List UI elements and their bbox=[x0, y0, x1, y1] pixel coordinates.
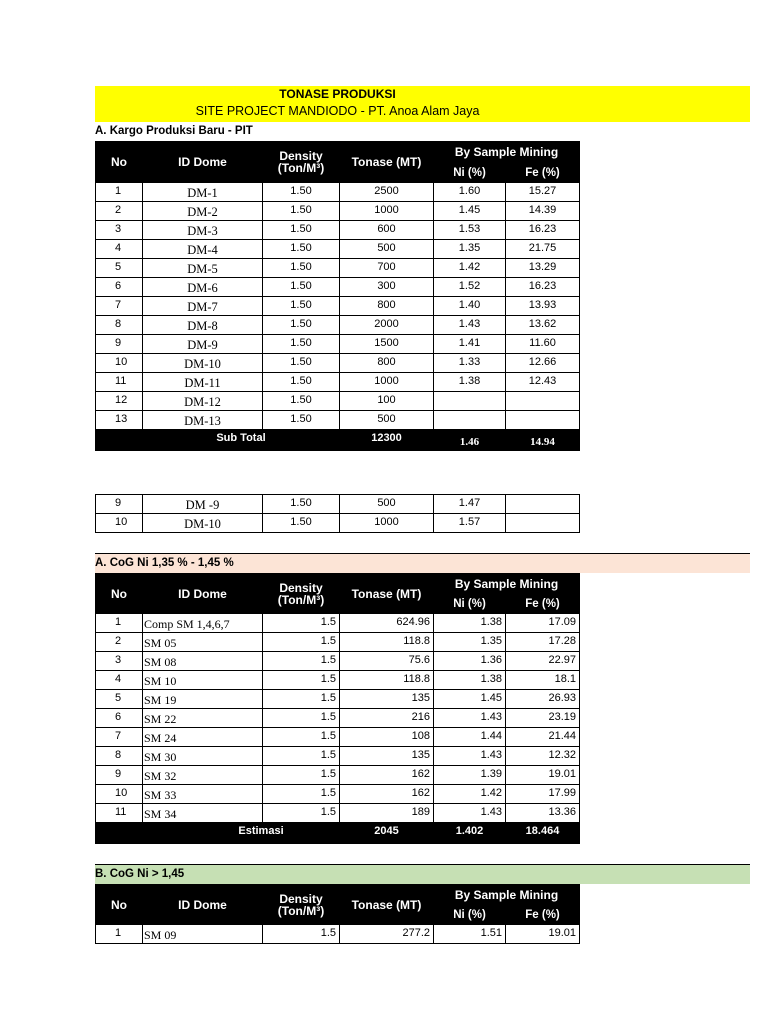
row-tonase: 1000 bbox=[340, 202, 434, 221]
row-id-dome: DM-4 bbox=[143, 240, 263, 259]
row-no: 8 bbox=[96, 747, 143, 766]
header-ni: Ni (%) bbox=[434, 905, 506, 925]
extra-table bbox=[95, 494, 580, 533]
row-tonase: 500 bbox=[340, 240, 434, 259]
estimasi-fe: 18.464 bbox=[506, 823, 580, 844]
header-fe: Fe (%) bbox=[506, 905, 580, 925]
estimasi-row bbox=[96, 823, 580, 844]
row-id-dome: DM-12 bbox=[143, 392, 263, 411]
table-row bbox=[96, 221, 580, 240]
row-no: 2 bbox=[96, 633, 143, 652]
row-fe: 16.23 bbox=[506, 278, 580, 297]
row-density: 1.50 bbox=[263, 183, 340, 202]
row-tonase: 118.8 bbox=[340, 671, 434, 690]
row-id-dome: DM-10 bbox=[143, 514, 263, 533]
row-density: 1.5 bbox=[263, 614, 340, 633]
row-density: 1.5 bbox=[263, 709, 340, 728]
row-id-dome: Comp SM 1,4,6,7 bbox=[143, 614, 263, 633]
row-density: 1.50 bbox=[263, 335, 340, 354]
subtotal-row bbox=[96, 430, 580, 451]
row-ni: 1.51 bbox=[434, 925, 506, 944]
row-id-dome: DM-6 bbox=[143, 278, 263, 297]
row-density: 1.5 bbox=[263, 690, 340, 709]
header-density: Density (Ton/M³) bbox=[263, 885, 340, 925]
subtotal-label: Sub Total bbox=[143, 430, 340, 451]
row-ni: 1.39 bbox=[434, 766, 506, 785]
row-density: 1.5 bbox=[263, 747, 340, 766]
row-tonase: 800 bbox=[340, 354, 434, 373]
row-fe: 12.66 bbox=[506, 354, 580, 373]
row-no: 10 bbox=[96, 785, 143, 804]
row-tonase: 2500 bbox=[340, 183, 434, 202]
row-no: 1 bbox=[96, 925, 143, 944]
row-fe: 13.62 bbox=[506, 316, 580, 335]
row-no: 10 bbox=[96, 354, 143, 373]
row-id-dome: DM-11 bbox=[143, 373, 263, 392]
row-no: 11 bbox=[96, 804, 143, 823]
row-ni: 1.60 bbox=[434, 183, 506, 202]
header-by-sample: By Sample Mining bbox=[434, 142, 580, 163]
row-ni: 1.43 bbox=[434, 709, 506, 728]
row-ni: 1.44 bbox=[434, 728, 506, 747]
row-ni: 1.38 bbox=[434, 373, 506, 392]
row-fe: 18.1 bbox=[506, 671, 580, 690]
row-density: 1.5 bbox=[263, 728, 340, 747]
row-id-dome: DM-2 bbox=[143, 202, 263, 221]
row-id-dome: SM 05 bbox=[143, 633, 263, 652]
row-ni: 1.43 bbox=[434, 804, 506, 823]
row-no: 7 bbox=[96, 297, 143, 316]
row-id-dome: DM-5 bbox=[143, 259, 263, 278]
table-row bbox=[96, 633, 580, 652]
row-id-dome: SM 32 bbox=[143, 766, 263, 785]
table-row bbox=[96, 766, 580, 785]
header-ni: Ni (%) bbox=[434, 163, 506, 183]
row-density: 1.50 bbox=[263, 354, 340, 373]
table-row bbox=[96, 354, 580, 373]
row-no: 2 bbox=[96, 202, 143, 221]
row-tonase: 1500 bbox=[340, 335, 434, 354]
row-fe bbox=[506, 514, 580, 533]
row-fe: 11.60 bbox=[506, 335, 580, 354]
section-cog2-table bbox=[95, 884, 580, 944]
row-tonase: 75.6 bbox=[340, 652, 434, 671]
row-density: 1.50 bbox=[263, 392, 340, 411]
row-tonase: 2000 bbox=[340, 316, 434, 335]
row-id-dome: SM 10 bbox=[143, 671, 263, 690]
row-id-dome: DM-3 bbox=[143, 221, 263, 240]
row-tonase: 624.96 bbox=[340, 614, 434, 633]
row-tonase: 500 bbox=[340, 495, 434, 514]
row-fe: 12.43 bbox=[506, 373, 580, 392]
table-row bbox=[96, 316, 580, 335]
row-ni: 1.35 bbox=[434, 633, 506, 652]
row-density: 1.5 bbox=[263, 671, 340, 690]
row-no: 5 bbox=[96, 690, 143, 709]
row-fe: 13.36 bbox=[506, 804, 580, 823]
row-no: 8 bbox=[96, 316, 143, 335]
estimasi-ni: 1.402 bbox=[434, 823, 506, 844]
row-id-dome: DM-7 bbox=[143, 297, 263, 316]
row-fe: 21.75 bbox=[506, 240, 580, 259]
row-ni: 1.53 bbox=[434, 221, 506, 240]
row-id-dome: SM 19 bbox=[143, 690, 263, 709]
row-no: 9 bbox=[96, 766, 143, 785]
table-row bbox=[96, 652, 580, 671]
table-row bbox=[96, 925, 580, 944]
row-ni: 1.42 bbox=[434, 259, 506, 278]
row-ni: 1.57 bbox=[434, 514, 506, 533]
row-ni: 1.38 bbox=[434, 671, 506, 690]
row-tonase: 108 bbox=[340, 728, 434, 747]
row-fe: 21.44 bbox=[506, 728, 580, 747]
table-row bbox=[96, 335, 580, 354]
row-id-dome: SM 08 bbox=[143, 652, 263, 671]
row-ni: 1.45 bbox=[434, 690, 506, 709]
row-id-dome: DM-8 bbox=[143, 316, 263, 335]
header-by-sample: By Sample Mining bbox=[434, 885, 580, 905]
row-no: 13 bbox=[96, 411, 143, 430]
row-no: 5 bbox=[96, 259, 143, 278]
row-density: 1.50 bbox=[263, 297, 340, 316]
table-row bbox=[96, 728, 580, 747]
row-density: 1.50 bbox=[263, 373, 340, 392]
row-fe: 22.97 bbox=[506, 652, 580, 671]
row-tonase: 118.8 bbox=[340, 633, 434, 652]
row-tonase: 162 bbox=[340, 766, 434, 785]
table-row bbox=[96, 411, 580, 430]
table-row bbox=[96, 804, 580, 823]
row-fe: 17.28 bbox=[506, 633, 580, 652]
row-density: 1.5 bbox=[263, 652, 340, 671]
row-ni bbox=[434, 392, 506, 411]
row-tonase: 700 bbox=[340, 259, 434, 278]
table-row bbox=[96, 373, 580, 392]
header-no: No bbox=[96, 885, 143, 925]
row-ni: 1.52 bbox=[434, 278, 506, 297]
row-no: 9 bbox=[96, 335, 143, 354]
header-id-dome: ID Dome bbox=[143, 574, 263, 614]
table-row bbox=[96, 690, 580, 709]
row-id-dome: DM-13 bbox=[143, 411, 263, 430]
row-fe: 19.01 bbox=[506, 766, 580, 785]
section-a-label: A. Kargo Produksi Baru - PIT bbox=[95, 125, 253, 137]
table-row bbox=[96, 278, 580, 297]
estimasi-label: Estimasi bbox=[143, 823, 340, 844]
row-ni: 1.43 bbox=[434, 747, 506, 766]
row-tonase: 189 bbox=[340, 804, 434, 823]
row-tonase: 600 bbox=[340, 221, 434, 240]
row-tonase: 135 bbox=[340, 747, 434, 766]
row-density: 1.5 bbox=[263, 766, 340, 785]
row-ni: 1.45 bbox=[434, 202, 506, 221]
table-row bbox=[96, 183, 580, 202]
row-no: 6 bbox=[96, 709, 143, 728]
row-no: 4 bbox=[96, 240, 143, 259]
row-id-dome: DM-1 bbox=[143, 183, 263, 202]
row-no: 11 bbox=[96, 373, 143, 392]
row-fe: 26.93 bbox=[506, 690, 580, 709]
row-density: 1.50 bbox=[263, 411, 340, 430]
title-band bbox=[95, 86, 750, 122]
row-tonase: 162 bbox=[340, 785, 434, 804]
row-fe: 13.29 bbox=[506, 259, 580, 278]
row-ni: 1.47 bbox=[434, 495, 506, 514]
header-by-sample: By Sample Mining bbox=[434, 574, 580, 594]
row-tonase: 277.2 bbox=[340, 925, 434, 944]
row-density: 1.50 bbox=[263, 259, 340, 278]
row-no: 4 bbox=[96, 671, 143, 690]
row-id-dome: SM 30 bbox=[143, 747, 263, 766]
row-no: 9 bbox=[96, 495, 143, 514]
row-density: 1.5 bbox=[263, 804, 340, 823]
subtotal-fe: 14.94 bbox=[506, 430, 580, 451]
row-density: 1.50 bbox=[263, 240, 340, 259]
row-tonase: 135 bbox=[340, 690, 434, 709]
section-cog2-label: B. CoG Ni > 1,45 bbox=[95, 864, 750, 884]
row-fe bbox=[506, 392, 580, 411]
row-no: 3 bbox=[96, 221, 143, 240]
row-density: 1.50 bbox=[263, 495, 340, 514]
table-row bbox=[96, 297, 580, 316]
table-row bbox=[96, 202, 580, 221]
row-density: 1.50 bbox=[263, 514, 340, 533]
header-ni: Ni (%) bbox=[434, 594, 506, 614]
row-density: 1.5 bbox=[263, 633, 340, 652]
table-row bbox=[96, 747, 580, 766]
table-row bbox=[96, 709, 580, 728]
row-id-dome: SM 24 bbox=[143, 728, 263, 747]
row-tonase: 100 bbox=[340, 392, 434, 411]
estimasi-tonase: 2045 bbox=[340, 823, 434, 844]
row-fe: 12.32 bbox=[506, 747, 580, 766]
table-row bbox=[96, 671, 580, 690]
row-no: 1 bbox=[96, 183, 143, 202]
row-no: 1 bbox=[96, 614, 143, 633]
row-no: 6 bbox=[96, 278, 143, 297]
row-density: 1.50 bbox=[263, 202, 340, 221]
row-fe bbox=[506, 411, 580, 430]
subtotal-tonase: 12300 bbox=[340, 430, 434, 451]
row-fe: 14.39 bbox=[506, 202, 580, 221]
table-row bbox=[96, 392, 580, 411]
row-no: 7 bbox=[96, 728, 143, 747]
row-id-dome: DM -9 bbox=[143, 495, 263, 514]
row-ni: 1.36 bbox=[434, 652, 506, 671]
row-ni: 1.41 bbox=[434, 335, 506, 354]
header-fe: Fe (%) bbox=[506, 163, 580, 183]
row-fe: 16.23 bbox=[506, 221, 580, 240]
header-no: No bbox=[96, 142, 143, 183]
row-fe: 13.93 bbox=[506, 297, 580, 316]
row-id-dome: SM 33 bbox=[143, 785, 263, 804]
row-density: 1.50 bbox=[263, 316, 340, 335]
row-fe: 23.19 bbox=[506, 709, 580, 728]
table-row bbox=[96, 514, 580, 533]
row-no: 12 bbox=[96, 392, 143, 411]
row-ni: 1.42 bbox=[434, 785, 506, 804]
header-id-dome: ID Dome bbox=[143, 142, 263, 183]
section-cog1-table bbox=[95, 573, 580, 844]
row-tonase: 1000 bbox=[340, 373, 434, 392]
row-tonase: 216 bbox=[340, 709, 434, 728]
header-tonase: Tonase (MT) bbox=[340, 142, 434, 183]
row-fe bbox=[506, 495, 580, 514]
row-density: 1.5 bbox=[263, 785, 340, 804]
row-id-dome: SM 22 bbox=[143, 709, 263, 728]
row-ni: 1.35 bbox=[434, 240, 506, 259]
subtotal-ni: 1.46 bbox=[434, 430, 506, 451]
row-fe: 15.27 bbox=[506, 183, 580, 202]
row-no: 3 bbox=[96, 652, 143, 671]
table-row bbox=[96, 495, 580, 514]
header-tonase: Tonase (MT) bbox=[340, 885, 434, 925]
section-a-table bbox=[95, 141, 580, 451]
table-row bbox=[96, 785, 580, 804]
row-ni: 1.38 bbox=[434, 614, 506, 633]
row-id-dome: DM-9 bbox=[143, 335, 263, 354]
row-tonase: 1000 bbox=[340, 514, 434, 533]
table-row bbox=[96, 259, 580, 278]
row-fe: 17.09 bbox=[506, 614, 580, 633]
row-density: 1.50 bbox=[263, 221, 340, 240]
row-tonase: 500 bbox=[340, 411, 434, 430]
row-tonase: 300 bbox=[340, 278, 434, 297]
row-fe: 19.01 bbox=[506, 925, 580, 944]
row-density: 1.50 bbox=[263, 278, 340, 297]
row-id-dome: SM 09 bbox=[143, 925, 263, 944]
header-fe: Fe (%) bbox=[506, 594, 580, 614]
header-no: No bbox=[96, 574, 143, 614]
section-cog1-label: A. CoG Ni 1,35 % - 1,45 % bbox=[95, 553, 750, 573]
row-tonase: 800 bbox=[340, 297, 434, 316]
report-subtitle: SITE PROJECT MANDIODO - PT. Anoa Alam Jaya bbox=[195, 104, 480, 118]
header-density: Density (Ton/M³) bbox=[263, 142, 340, 183]
row-ni: 1.43 bbox=[434, 316, 506, 335]
header-density: Density (Ton/M³) bbox=[263, 574, 340, 614]
row-density: 1.5 bbox=[263, 925, 340, 944]
row-id-dome: DM-10 bbox=[143, 354, 263, 373]
row-id-dome: SM 34 bbox=[143, 804, 263, 823]
report-title: TONASE PRODUKSI bbox=[279, 87, 396, 101]
row-no: 10 bbox=[96, 514, 143, 533]
header-tonase: Tonase (MT) bbox=[340, 574, 434, 614]
header-id-dome: ID Dome bbox=[143, 885, 263, 925]
table-row bbox=[96, 614, 580, 633]
row-ni bbox=[434, 411, 506, 430]
row-ni: 1.33 bbox=[434, 354, 506, 373]
row-fe: 17.99 bbox=[506, 785, 580, 804]
table-row bbox=[96, 240, 580, 259]
row-ni: 1.40 bbox=[434, 297, 506, 316]
